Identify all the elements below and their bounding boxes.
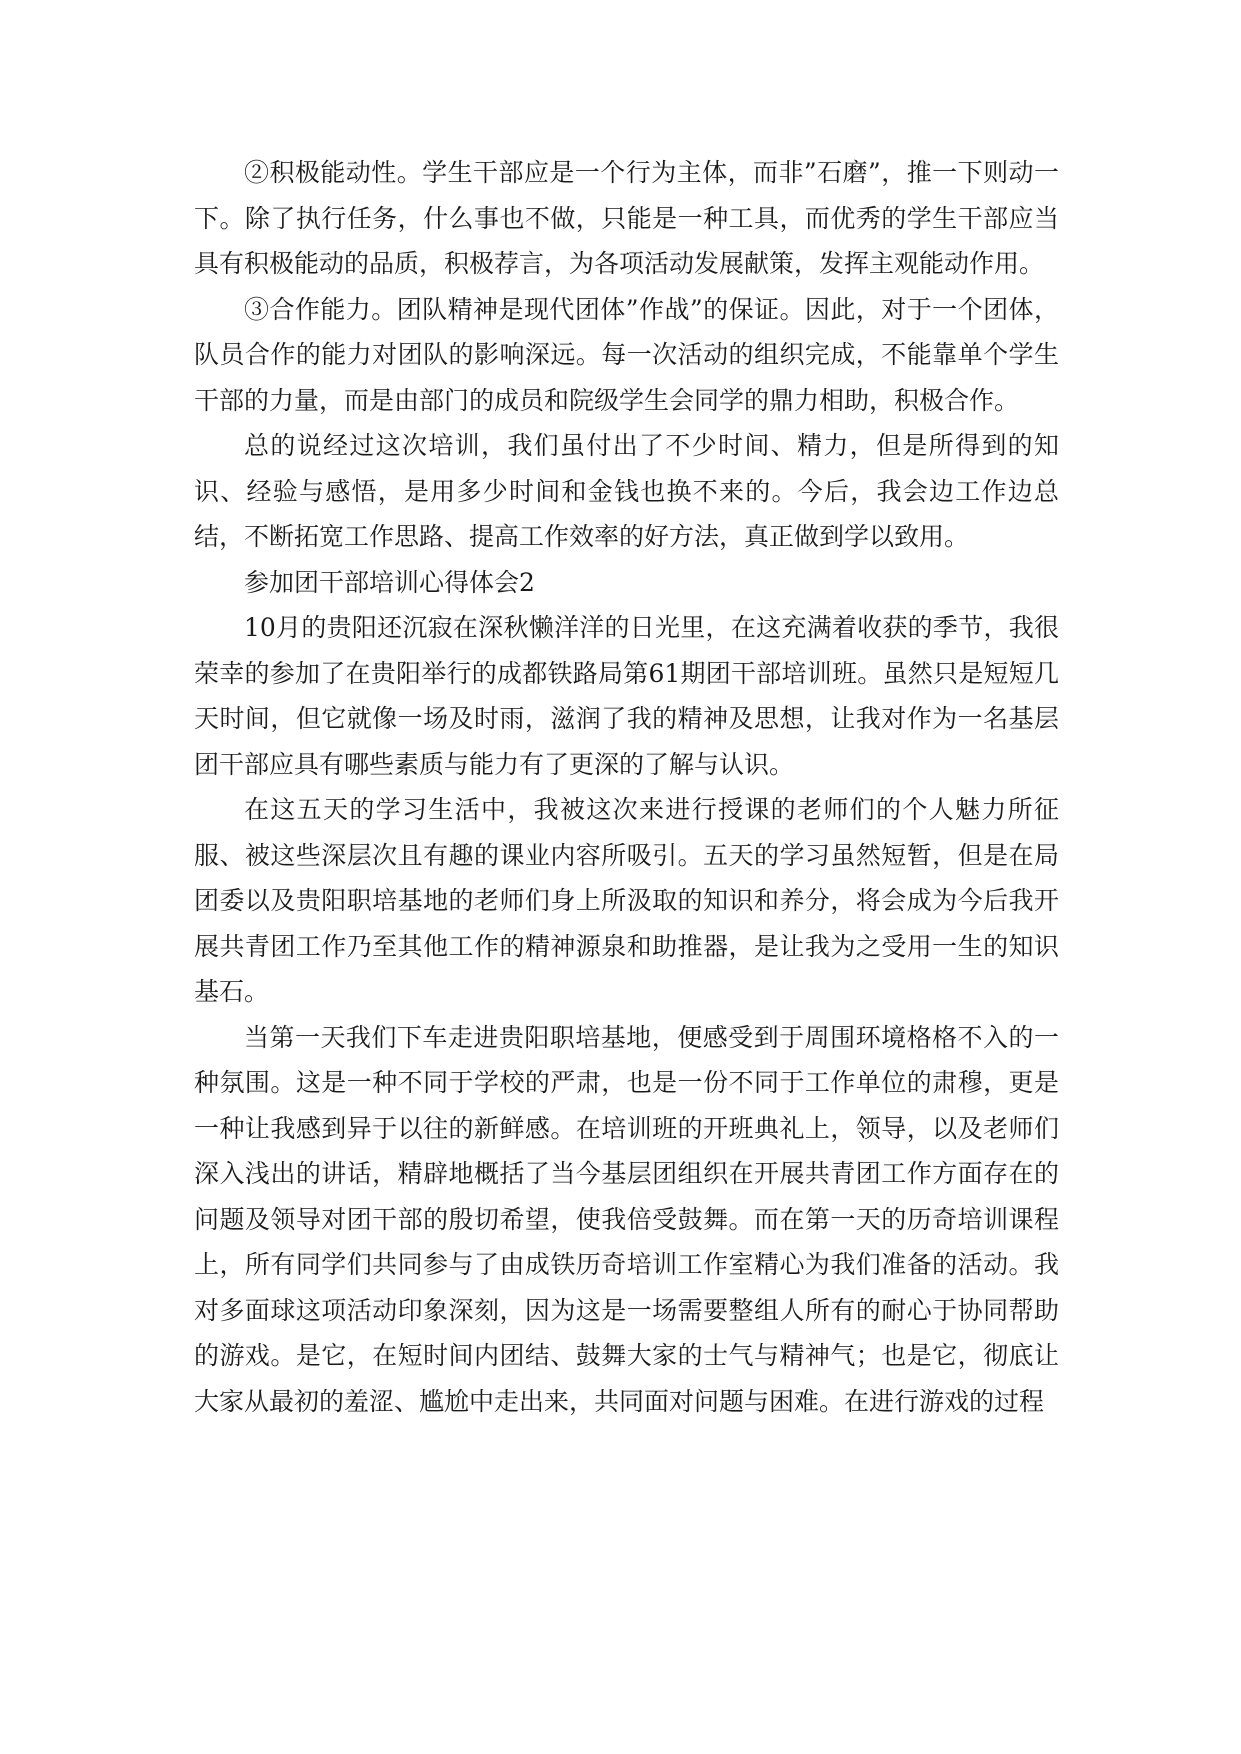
paragraph-initiative: ②积极能动性。学生干部应是一个行为主体，而非”石磨”，推一下则动一下。除了执行任务，什么事也不做，只能是一种工具，而优秀的学生干部应当具有积极能动的品质，积极荐言，为各项活动发展献策，发挥主观能动作用。: [194, 158, 1059, 278]
paragraph-cooperation: ③合作能力。团队精神是现代团体”作战”的保证。因此，对于一个团体，队员合作的能力对团队的影响深远。每一次活动的组织完成，不能靠单个学生干部的力量，而是由部门的成员和院级学生会同学的鼎力相助，积极合作。: [194, 294, 1059, 415]
document-body: [194, 150, 1059, 1424]
paragraph-first-day: 当第一天我们下车走进贵阳职培基地，便感受到于周围环境格格不入的一种氛围。这是一种不同于学校的严肃，也是一份不同于工作单位的肃穆，更是一种让我感到异于以往的新鲜感。在培训班的开班典礼上，领导，以及老师们深入浅出的讲话，精辟地概括了当今基层团组织在开展共青团工作方面存在的问题及领导对团干部的殷切希望，使我倍受鼓舞。而在第一天的历奇培训课程上，所有同学们共同参与了由成铁历奇培训工作室精心为我们准备的活动。我对多面球这项活动印象深刻，因为这是一场需要整组人所有的耐心于协同帮助的游戏。是它，在短时间内团结、鼓舞大家的士气与精神气；也是它，彻底让大家从最初的羞涩、尴尬中走出来，共同面对问题与困难。在进行游戏的过程: [194, 1022, 1059, 1416]
section-heading: 参加团干部培训心得体会2: [244, 567, 535, 597]
paragraph-guiyang-training: 10月的贵阳还沉寂在深秋懒洋洋的日光里，在这充满着收获的季节，我很荣幸的参加了在贵阳举行的成都铁路局第61期团干部培训班。虽然只是短短几天时间，但它就像一场及时雨，滋润了我的精神及思想，让我对作为一名基层团干部应具有哪些素质与能力有了更深的了解与认识。: [194, 613, 1059, 779]
paragraph-summary: 总的说经过这次培训，我们虽付出了不少时间、精力，但是所得到的知识、经验与感悟，是用多少时间和金钱也换不来的。今后，我会边工作边总结，不断拓宽工作思路、提高工作效率的好方法，真正做到学以致用。: [194, 431, 1059, 551]
paragraph-five-days: 在这五天的学习生活中，我被这次来进行授课的老师们的个人魅力所征服、被这些深层次且有趣的课业内容所吸引。五天的学习虽然短暂，但是在局团委以及贵阳职培基地的老师们身上所汲取的知识和养分，将会成为今后我开展共青团工作乃至其他工作的精神源泉和助推器，是让我为之受用一生的知识基石。: [194, 795, 1059, 1006]
